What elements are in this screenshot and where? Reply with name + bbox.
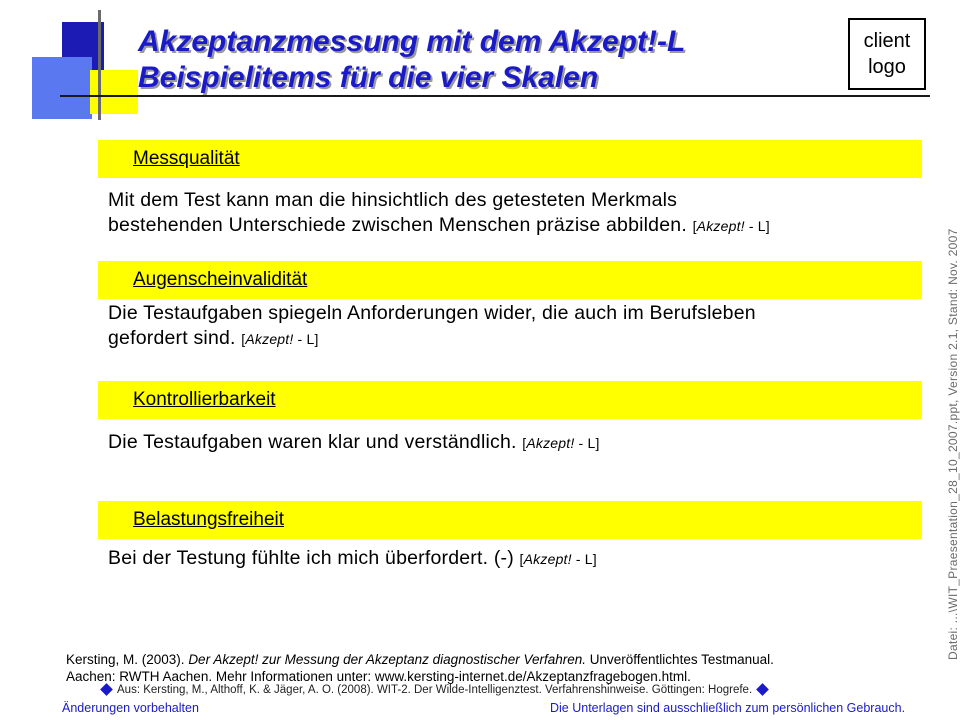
scale-label: Kontrollierbarkeit: [133, 389, 276, 410]
ref-open: [: [241, 331, 246, 347]
ref-close: - L]: [293, 331, 319, 347]
scale-item-text: [108, 430, 600, 456]
source-reference: [520, 551, 597, 567]
scale-item-text: [108, 546, 597, 572]
source-reference: [522, 435, 599, 451]
citation-suffix: Unveröffentlichtes Testmanual.: [586, 652, 774, 667]
scale-band-messqualitaet: [98, 140, 922, 178]
citation-title: Der Akzept! zur Messung der Akzeptanz diagnostischer Verfahren.: [188, 652, 587, 667]
client-logo-box: [848, 18, 926, 90]
scale-band-augenscheinvaliditaet: [98, 261, 922, 299]
logo-vertical-line: [98, 10, 101, 120]
ref-name: Akzept!: [523, 551, 572, 567]
title-line-2: Beispielitems für die vier Skalen: [138, 61, 599, 94]
diamond-bullet-icon: [756, 684, 769, 697]
scale-label: Augenscheinvalidität: [133, 269, 308, 290]
ref-open: [: [522, 435, 527, 451]
ref-close: - L]: [744, 218, 770, 234]
scale-label: Belastungsfreiheit: [133, 509, 285, 530]
diamond-bullet-icon: [100, 684, 113, 697]
file-info-vertical: Datei: ...\WIT_Praesentation_28_10_2007.ppt, Version 2.1, Stand: Nov. 2007: [946, 228, 960, 660]
source-note-text: Aus: Kersting, M., Althoff, K. & Jäger, A. O. (2008). WIT-2. Der Wilde-Intelligenztest. Verfahrenshinweise. Göttingen: Hogrefe.: [117, 684, 753, 696]
item-line-2-text: gefordert sind.: [108, 327, 242, 349]
citation-line-1: [66, 651, 774, 668]
ref-name: Akzept!: [245, 331, 294, 347]
scale-label: Messqualität: [133, 148, 240, 169]
ref-close: - L]: [574, 435, 600, 451]
scale-item-text: [108, 188, 770, 239]
citation-prefix: Kersting, M. (2003).: [66, 652, 189, 667]
item-line-1-text: Die Testaufgaben waren klar und verständlich.: [108, 431, 523, 453]
logo-block-light-blue: [32, 57, 92, 119]
ref-open: [: [519, 551, 524, 567]
scale-band-kontrollierbarkeit: [98, 381, 922, 419]
page-title: [138, 24, 685, 96]
citation-line-2: Aachen: RWTH Aachen. Mehr Informationen unter: www.kersting-internet.de/Akzeptanzfragebogen.html.: [66, 669, 691, 684]
item-line-1-text: Bei der Testung fühlte ich mich überfordert. (-): [108, 547, 520, 569]
item-line-2: [108, 326, 756, 352]
source-note: [96, 684, 773, 696]
item-line-2-text: bestehenden Unterschiede zwischen Menschen präzise abbilden.: [108, 214, 693, 236]
item-line-1: [108, 430, 600, 456]
scale-band-belastungsfreiheit: [98, 501, 922, 539]
footer-left-note: Änderungen vorbehalten: [62, 701, 199, 715]
client-logo-line-1: client: [863, 30, 911, 52]
ref-name: Akzept!: [526, 435, 575, 451]
citation: [66, 651, 774, 685]
source-reference: [693, 218, 770, 234]
ref-name: Akzept!: [696, 218, 745, 234]
item-line-1: [108, 546, 597, 572]
item-line-2: [108, 213, 770, 239]
item-line-1: Die Testaufgaben spiegeln Anforderungen wider, die auch im Berufsleben: [108, 302, 756, 324]
source-reference: [241, 331, 318, 347]
scale-item-text: [108, 301, 756, 352]
ref-open: [: [692, 218, 697, 234]
title-line-1: Akzeptanzmessung mit dem Akzept!-L: [138, 25, 686, 58]
footer-right-note: Die Unterlagen sind ausschließlich zum persönlichen Gebrauch.: [550, 701, 906, 715]
item-line-1: Mit dem Test kann man die hinsichtlich des getesteten Merkmals: [108, 189, 678, 211]
client-logo-line-2: logo: [868, 56, 906, 78]
ref-close: - L]: [571, 551, 597, 567]
